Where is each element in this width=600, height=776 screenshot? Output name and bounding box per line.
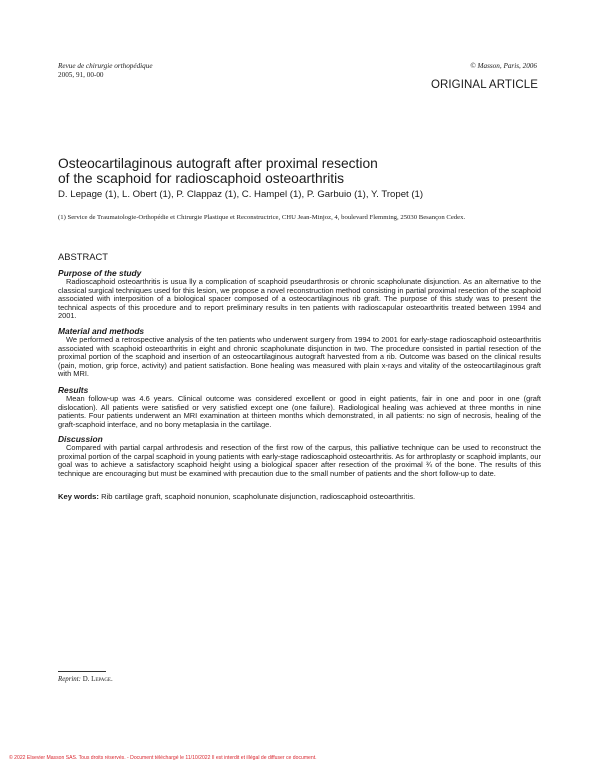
section-body: Radioscaphoid osteoarthritis is usua lly a complication of scaphoid pseudarthrosis or chronic scapholunate disjunction. As an alternative to the classical surgical techniques used for this lesion, we propose a novel reconstruction method consisting in partial proximal resection of the scaphoid associated with interposition of a biological spacer composed of a osteocartilaginous rib graft. The purpose of this study was to present the technical aspects of this procedure and to report preliminary results in ten patients with radioscapular osteoarthritis treated between 1994 and 2001. [58, 277, 541, 321]
journal-volume: 2005, 91, 00-00 [58, 71, 104, 79]
article-title [58, 156, 548, 186]
keywords-list: Rib cartilage graft, scaphoid nonunion, scapholunate disjunction, radioscaphoid osteoarthritis. [101, 492, 416, 501]
section-heading: Purpose of the study [58, 268, 142, 278]
section-heading: Results [58, 385, 89, 395]
section-heading: Material and methods [58, 326, 145, 336]
footnote-divider [58, 671, 106, 672]
author-list: D. Lepage (1), L. Obert (1), P. Clappaz (1), C. Hampel (1), P. Garbuio (1), Y. Tropet (1) [58, 189, 424, 200]
abstract-section-purpose [58, 268, 541, 321]
article-type: ORIGINAL ARTICLE [430, 79, 538, 91]
title-line-2: of the scaphoid for radioscaphoid osteoarthritis [58, 171, 345, 186]
abstract-section-results [58, 385, 541, 429]
abstract-section-methods [58, 326, 541, 379]
section-body: Mean follow-up was 4.6 years. Clinical outcome was considered excellent or good in eight patients, fair in one and poor in one (graft dislocation). All patients were satisfied or very satisfied except one (one failure). Radiological healing was achieved at three months in nine patients. Four patients underwent an MRI examination at thirteen months which demonstrated, in all patients: no sign of necrosis, healing of the graft-scaphoid interface, and no bony metaplasia in the cartilage. [58, 394, 541, 429]
section-body: Compared with partial carpal arthrodesis and resection of the first row of the carpus, this palliative technique can be used to reconstruct the proximal portion of the carpal scaphoid in young patients with early-stage radioscaphoid osteoarthritis. As for arthroplasty or scaphoid implants, our goal was to achieve a satisfactory scaphoid height using a biological spacer after resection of the proximal ¾ of the bone. The results of this technique are encouraging but must be examined with precaution due to the small number of patients and the short follow-up to date. [58, 443, 541, 478]
reprint-note [58, 675, 113, 684]
affiliation: (1) Service de Traumatologie-Orthopédie et Chirurgie Plastique et Reconstructrice, CHU Jean-Minjoz, 4, boulevard Flemming, 25030 Besançon Cedex. [58, 214, 466, 221]
journal-name: Revue de chirurgie orthopédique [58, 62, 153, 70]
section-heading: Discussion [58, 434, 103, 444]
reprint-label: Reprint: [58, 676, 81, 683]
abstract-heading: ABSTRACT [58, 251, 109, 262]
keywords-label: Key words: [58, 492, 99, 501]
section-body: We performed a retrospective analysis of the ten patients who underwent surgery from 1994 to 2001 for early-stage radioscaphoid osteoarthritis associated with scaphoid osteoarthritis in eight and chronic scapholunate disjunction in two. The procedure consisted in partial resection of the proximal portion of the scaphoid and insertion of an osteocartilaginous autograft harvested from a rib. Outcome was based on the clinical results (pain, motion, grip force, activity) and patient satisfaction. Bone healing was measured with plain x-rays and vitality of the osteocartilaginous graft with MRI. [58, 335, 541, 379]
publisher-copyright: © Masson, Paris, 2006 [470, 62, 537, 70]
abstract-section-discussion [58, 434, 541, 478]
title-line-1: Osteocartilaginous autograft after proximal resection [58, 156, 378, 171]
download-watermark: © 2022 Elsevier Masson SAS. Tous droits réservés. - Document téléchargé le 11/10/2022 Il est interdit et illégal de diffuser ce document. [9, 755, 317, 761]
keywords [58, 492, 541, 501]
reprint-author: D. Lepage. [82, 676, 113, 683]
